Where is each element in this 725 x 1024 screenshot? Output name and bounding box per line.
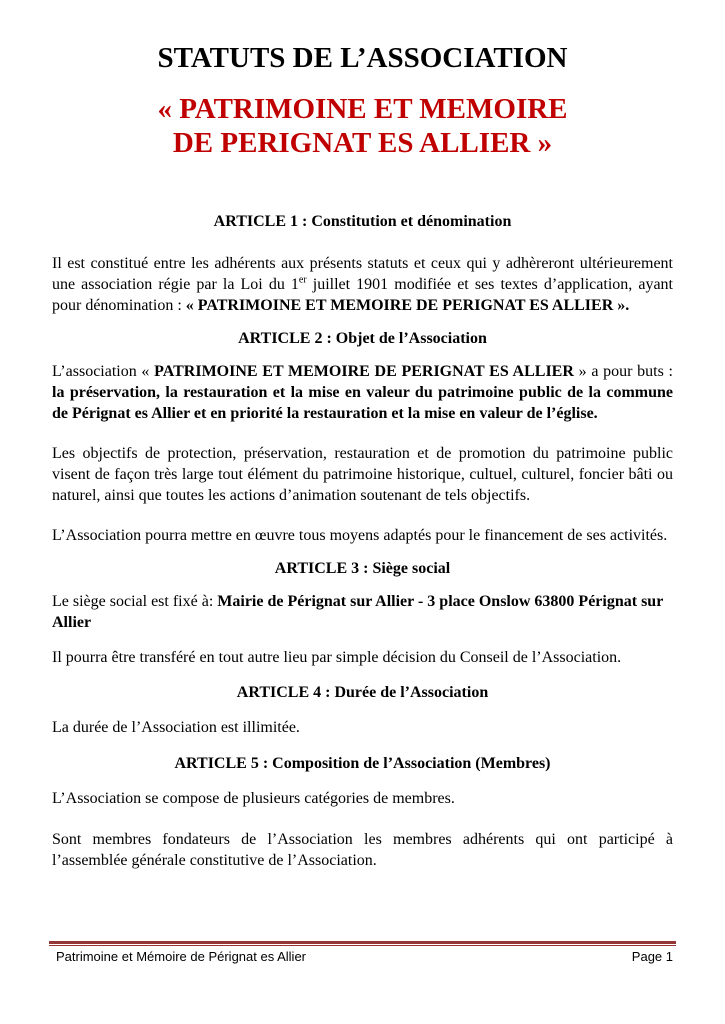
document-title: STATUTS DE L’ASSOCIATION: [157, 42, 568, 74]
article-2-purpose: la préservation, la restauration et la mise en valeur du patrimoine public de la commune de Pérignat es Allier et en priorité la restauration et la mise en valeur de l’église.: [52, 384, 673, 422]
article-1-association-name: « PATRIMOINE ET MEMOIRE DE PERIGNAT ES ALLIER ».: [185, 297, 630, 314]
article-3-text-a: Le siège social est fixé à:: [52, 593, 218, 610]
article-4-heading: ARTICLE 4 : Durée de l’Association: [236, 684, 489, 701]
article-2-heading: ARTICLE 2 : Objet de l’Association: [238, 330, 487, 347]
page-number: Page 1: [631, 949, 673, 964]
footer-divider: [49, 941, 676, 944]
association-name-line2: DE PERIGNAT ES ALLIER »: [172, 127, 553, 159]
association-name-line1: « PATRIMOINE ET MEMOIRE: [157, 93, 568, 125]
article-1-text-b: juillet 1901 modifiée et ses textes d’application, ayant pour dénomination :: [52, 276, 673, 314]
article-5-heading: ARTICLE 5 : Composition de l’Association (Membres): [174, 755, 551, 772]
article-2-paragraph-3: L’Association pourra mettre en œuvre tous moyens adaptés pour le financement de ses activités.: [52, 527, 668, 544]
footer-divider-thin: [49, 945, 676, 946]
document-body: [52, 211, 673, 871]
article-1-text-a: Il est constitué entre les adhérents aux présents statuts et ceux qui y adhèreront ultérieurement une association régie par la Loi du 1: [52, 255, 673, 293]
article-3-address: Mairie de Pérignat sur Allier - 3 place Onslow 63800 Pérignat sur Allier: [52, 593, 663, 631]
article-2-paragraph-1: [52, 361, 673, 424]
article-3-paragraph-1: [52, 591, 673, 633]
association-name: [0, 92, 725, 160]
article-2-paragraph-2: Les objectifs de protection, préservation, restauration et de promotion du patrimoine public visent de façon très large tout élément du patrimoine historique, cultuel, culturel, foncier bâti ou naturel, ainsi que toutes les actions d’animation soutenant de tels objectifs.: [52, 445, 673, 504]
article-1-superscript: er: [298, 274, 307, 286]
article-2-association-name: PATRIMOINE ET MEMOIRE DE PERIGNAT ES ALLIER: [154, 363, 574, 380]
article-3-paragraph-2: Il pourra être transféré en tout autre lieu par simple décision du Conseil de l’Association.: [52, 649, 622, 666]
article-5-paragraph-2: Sont membres fondateurs de l’Association les membres adhérents qui ont participé à l’assemblée générale constitutive de l’Association.: [52, 831, 673, 869]
article-3-heading: ARTICLE 3 : Siège social: [274, 560, 451, 577]
article-1-paragraph: [52, 253, 673, 316]
article-2-text-b: » a pour buts :: [573, 363, 674, 380]
article-4-paragraph: La durée de l’Association est illimitée.: [52, 719, 300, 736]
article-5-paragraph-1: L’Association se compose de plusieurs catégories de membres.: [52, 790, 455, 807]
article-1-heading: ARTICLE 1 : Constitution et dénomination: [213, 213, 512, 230]
article-2-text-a: L’association «: [52, 363, 155, 380]
footer-title: Patrimoine et Mémoire de Pérignat es Allier: [56, 949, 307, 964]
